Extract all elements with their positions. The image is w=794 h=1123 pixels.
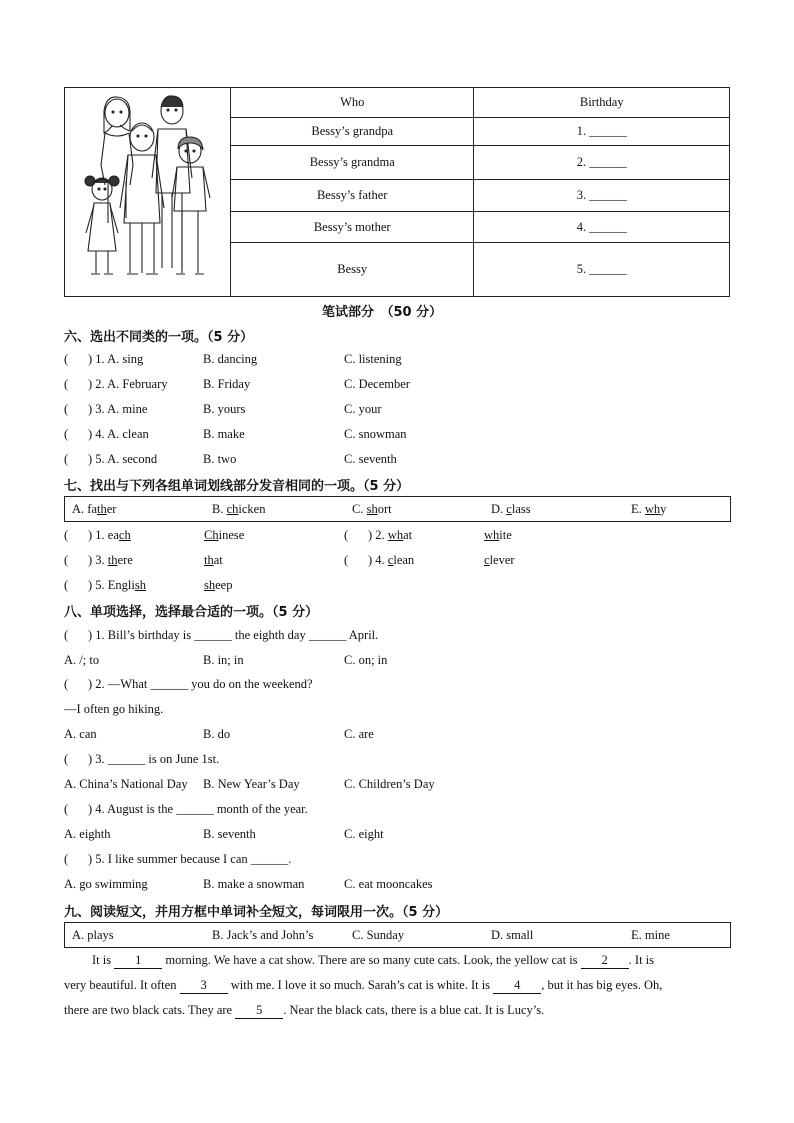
passage-line-1: It is 1 morning. We have a cat show. There are so many cute cats. Look, the yellow cat is 2 . It is <box>92 953 655 967</box>
question-paren[interactable]: ( <box>64 452 69 466</box>
option-c: C. your <box>344 402 382 416</box>
option-a: A. /; to <box>64 653 100 667</box>
question-4-word: clever <box>484 553 515 567</box>
option-b: B. dancing <box>203 352 258 366</box>
row-birthday: 2. ______ <box>474 146 730 180</box>
section-7-title: 七、找出与下列各组单词划线部分发音相同的一项。（5 分） <box>64 479 410 494</box>
question-paren[interactable]: ( <box>64 528 69 542</box>
row-who: Bessy’s father <box>230 180 474 212</box>
question-paren[interactable]: ( <box>64 677 69 691</box>
blank-4[interactable]: 4 <box>493 978 541 994</box>
row-who: Bessy’s grandma <box>230 146 474 180</box>
section-9-title: 九、阅读短文，并用方框中单词补全短文，每词限用一次。（5 分） <box>64 905 449 920</box>
question-paren[interactable]: ( <box>64 628 69 642</box>
option-e: E. why <box>631 502 667 516</box>
question-4: ) 4. clean <box>368 553 415 567</box>
option-b: B. yours <box>203 402 246 416</box>
option-b: B. New Year’s Day <box>203 777 300 791</box>
option-c: C. Sunday <box>352 928 405 942</box>
row-birthday: 3. ______ <box>474 180 730 212</box>
question-paren[interactable]: ( <box>64 352 69 366</box>
question-2-word: white <box>484 528 512 542</box>
option-b: B. chicken <box>212 502 266 516</box>
question-1: ) 1. each <box>88 528 131 542</box>
question-paren[interactable]: ( <box>64 377 69 391</box>
question-1: ) 1. Bill’s birthday is ______ the eighth day ______ April. <box>88 628 379 642</box>
row-who: Bessy <box>230 243 474 297</box>
option-a: A. can <box>64 727 97 741</box>
option-c: C. short <box>352 502 392 516</box>
blank-3[interactable]: 3 <box>180 978 228 994</box>
question-2-answer: —I often go hiking. <box>64 702 164 716</box>
option-c: C. on; in <box>344 653 388 667</box>
written-part-title: 笔试部分 （50 分） <box>322 305 443 320</box>
question-stem: ) 4. A. clean <box>88 427 149 441</box>
family-illustration <box>72 93 222 288</box>
question-paren[interactable]: ( <box>64 802 69 816</box>
question-paren[interactable]: ( <box>64 427 69 441</box>
question-1-word: Chinese <box>204 528 245 542</box>
option-a: A. plays <box>72 928 114 942</box>
question-stem: ) 2. A. February <box>88 377 168 391</box>
option-a: A. eighth <box>64 827 111 841</box>
question-3: ) 3. there <box>88 553 133 567</box>
question-stem: ) 5. A. second <box>88 452 158 466</box>
option-c: C. eat mooncakes <box>344 877 433 891</box>
section-6-title: 六、选出不同类的一项。（5 分） <box>64 330 254 345</box>
option-c: C. snowman <box>344 427 407 441</box>
header-who: Who <box>230 88 474 118</box>
option-a: A. go swimming <box>64 877 148 891</box>
question-stem: ) 1. A. sing <box>88 352 144 366</box>
question-paren[interactable]: ( <box>64 752 69 766</box>
question-paren[interactable]: ( <box>344 553 349 567</box>
option-b: B. make a snowman <box>203 877 305 891</box>
blank-1[interactable]: 1 <box>114 953 162 969</box>
blank-2[interactable]: 2 <box>581 953 629 969</box>
birthday-table <box>64 87 730 297</box>
question-paren[interactable]: ( <box>64 402 69 416</box>
option-b: B. do <box>203 727 231 741</box>
question-paren[interactable]: ( <box>344 528 349 542</box>
question-5-word: sheep <box>204 578 233 592</box>
question-paren[interactable]: ( <box>64 852 69 866</box>
row-birthday: 5. ______ <box>474 243 730 297</box>
family-picture-cell <box>65 88 231 297</box>
option-c: C. are <box>344 727 374 741</box>
blank-5[interactable]: 5 <box>235 1003 283 1019</box>
question-2: ) 2. —What ______ you do on the weekend? <box>88 677 313 691</box>
option-c: C. December <box>344 377 410 391</box>
option-c: C. Children’s Day <box>344 777 435 791</box>
question-3-word: that <box>204 553 223 567</box>
section-8-title: 八、单项选择，选择最合适的一项。（5 分） <box>64 605 319 620</box>
option-e: E. mine <box>631 928 670 942</box>
row-who: Bessy’s grandpa <box>230 118 474 146</box>
option-b: B. in; in <box>203 653 244 667</box>
question-stem: ) 3. A. mine <box>88 402 148 416</box>
option-c: C. eight <box>344 827 384 841</box>
option-c: C. seventh <box>344 452 397 466</box>
option-d: D. small <box>491 928 534 942</box>
question-4: ) 4. August is the ______ month of the year. <box>88 802 308 816</box>
option-b: B. Friday <box>203 377 251 391</box>
question-3: ) 3. ______ is on June 1st. <box>88 752 220 766</box>
option-c: C. listening <box>344 352 402 366</box>
option-b: B. seventh <box>203 827 256 841</box>
question-5: ) 5. I like summer because I can ______. <box>88 852 292 866</box>
option-b: B. Jack’s and John’s <box>212 928 314 942</box>
question-5: ) 5. English <box>88 578 146 592</box>
option-a: A. China’s National Day <box>64 777 188 791</box>
option-a: A. father <box>72 502 117 516</box>
row-who: Bessy’s mother <box>230 212 474 243</box>
question-2: ) 2. what <box>368 528 413 542</box>
passage-line-2: very beautiful. It often 3 with me. I love it so much. Sarah’s cat is white. It is 4 , but it has big eyes. Oh, <box>64 978 663 992</box>
header-birthday: Birthday <box>474 88 730 118</box>
question-paren[interactable]: ( <box>64 578 69 592</box>
option-b: B. make <box>203 427 245 441</box>
row-birthday: 1. ______ <box>474 118 730 146</box>
option-d: D. class <box>491 502 531 516</box>
option-b: B. two <box>203 452 237 466</box>
question-paren[interactable]: ( <box>64 553 69 567</box>
row-birthday: 4. ______ <box>474 212 730 243</box>
passage-line-3: there are two black cats. They are 5 . Near the black cats, there is a blue cat. It is Lucy’s. <box>64 1003 545 1017</box>
